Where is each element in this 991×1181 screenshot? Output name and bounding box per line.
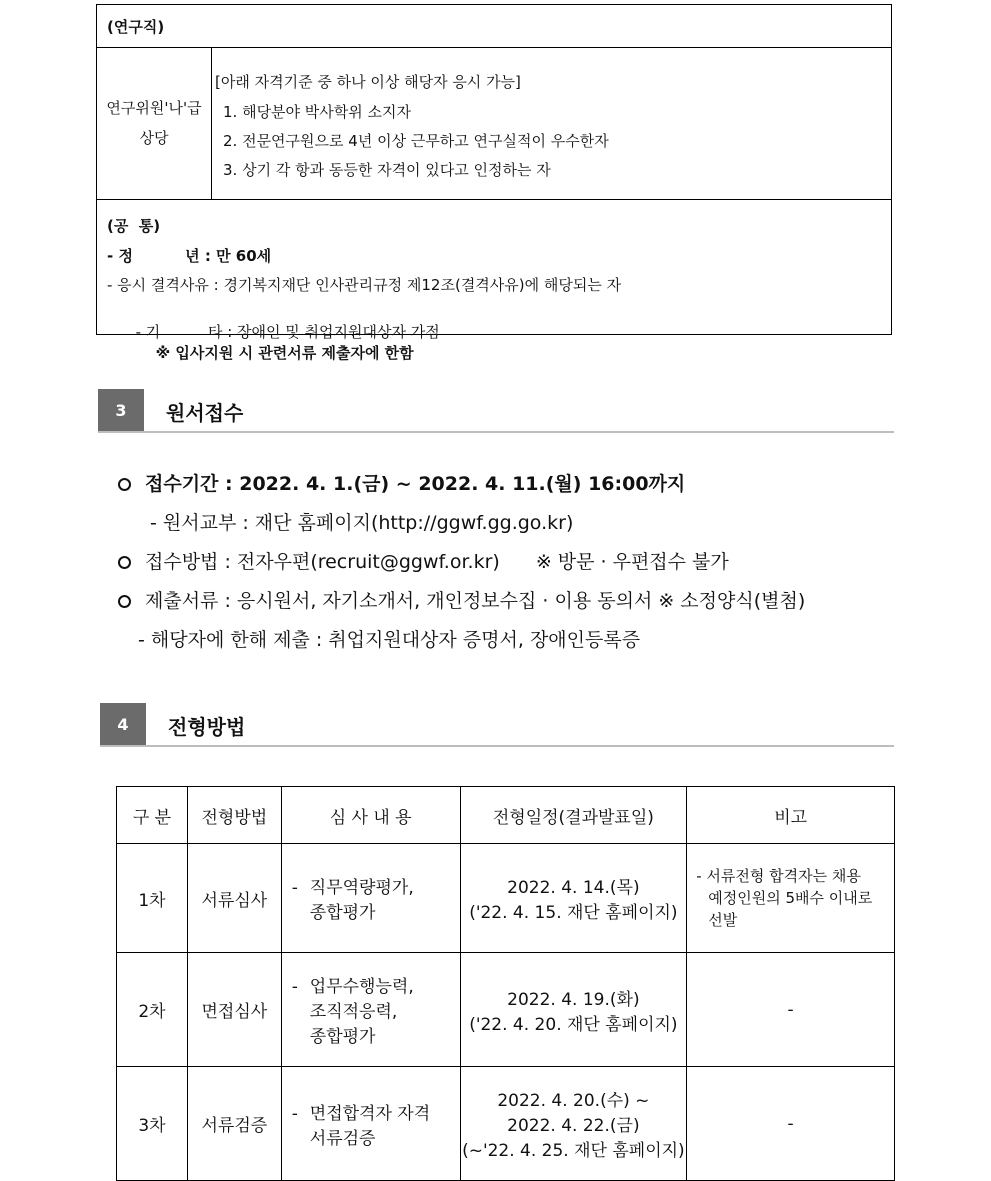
- row1-note-1: - 서류전형 합격자는 채용: [696, 867, 861, 885]
- criteria-title: [아래 자격기준 중 하나 이상 해당자 응시 가능]: [215, 73, 521, 91]
- table-row: [117, 953, 895, 1067]
- common-etc: [107, 303, 440, 381]
- section3-title: 원서접수: [166, 401, 244, 425]
- row1-note-2: 예정인원의 5배수 이내로: [708, 889, 873, 907]
- section4-divider: [100, 745, 894, 747]
- row2-content-1: 업무수행능력,: [309, 977, 414, 997]
- header-content: 심 사 내 용: [281, 787, 460, 844]
- common-requirements: [97, 199, 891, 362]
- method-text: 접수방법 : 전자우편(recruit@ggwf.or.kr): [145, 551, 500, 573]
- section4-title: 전형방법: [168, 715, 246, 739]
- table-header-row: [117, 787, 895, 844]
- row3-method: 서류검증: [187, 1067, 281, 1181]
- qualification-criteria-row: [97, 47, 891, 200]
- position-line2: 상당: [139, 129, 169, 147]
- section4-number: 4: [100, 703, 146, 745]
- row1-schedule-announce: ('22. 4. 15. 재단 홈페이지): [469, 903, 678, 923]
- header-stage: 구 분: [117, 787, 188, 844]
- row2-content: - 업무수행능력, 조직적응력, 종합평가: [281, 953, 460, 1067]
- common-etc-text: - 기 타 : 장애인 및 취업지원대상자 가점: [135, 323, 440, 341]
- row1-schedule-date: 2022. 4. 14.(목): [507, 878, 640, 898]
- row1-stage: 1차: [117, 844, 188, 953]
- row3-schedule-start: 2022. 4. 20.(수) ~: [497, 1091, 650, 1111]
- row1-content-1: 직무역량평가,: [309, 878, 414, 898]
- qualification-header-row: [97, 5, 891, 48]
- form-line: - 원서교부 : 재단 홈페이지(http://ggwf.gg.go.kr): [150, 512, 574, 534]
- period-line: [118, 469, 685, 496]
- row1-note-3: 선발: [708, 911, 738, 929]
- criteria-item-1: 1. 해당분야 박사학위 소지자: [223, 103, 412, 121]
- method-note: ※ 방문 · 우편접수 불가: [535, 551, 729, 573]
- criteria-item-3: 3. 상기 각 항과 동등한 자격이 있다고 인정하는 자: [223, 161, 551, 179]
- section3-number: 3: [98, 389, 144, 431]
- row2-method: 면접심사: [187, 953, 281, 1067]
- row1-schedule: [460, 844, 687, 953]
- row2-schedule-announce: ('22. 4. 20. 재단 홈페이지): [469, 1014, 678, 1035]
- row3-content-2: 서류검증: [309, 1128, 376, 1149]
- row3-schedule-announce: (~'22. 4. 25. 재단 홈페이지): [462, 1141, 685, 1161]
- section3-divider: [98, 431, 894, 433]
- row2-content-2: 조직적응력,: [309, 1002, 398, 1022]
- row3-content: - 면접합격자 자격 서류검증: [281, 1067, 460, 1181]
- row3-content-1: 면접합격자 자격: [309, 1103, 431, 1124]
- row3-schedule: [460, 1067, 687, 1181]
- table-row: [117, 844, 895, 953]
- circle-bullet-icon: [118, 595, 131, 608]
- common-disqualification: - 응시 결격사유 : 경기복지재단 인사관리규정 제12조(결격사유)에 해당되는 자: [107, 276, 622, 294]
- common-title: (공 통): [107, 217, 161, 235]
- method-line: [118, 547, 729, 574]
- docs-text: 제출서류 : 응시원서, 자기소개서, 개인정보수집 · 이용 동의서 ※ 소정양식(별첨): [145, 590, 806, 612]
- row1-method: 서류심사: [187, 844, 281, 953]
- circle-bullet-icon: [118, 556, 131, 569]
- criteria-item-2: 2. 전문연구원으로 4년 이상 근무하고 연구실적이 우수한자: [223, 132, 609, 150]
- row1-content-2: 종합평가: [309, 903, 376, 923]
- row3-note: -: [687, 1067, 895, 1181]
- row2-schedule-date: 2022. 4. 19.(화): [507, 989, 640, 1010]
- header-method: 전형방법: [187, 787, 281, 844]
- common-etc-note: ※ 입사지원 시 관련서류 제출자에 한함: [155, 344, 414, 362]
- header-schedule: 전형일정(결과발표일): [460, 787, 687, 844]
- docs-line: [118, 586, 805, 613]
- row2-stage: 2차: [117, 953, 188, 1067]
- header-note: 비고: [687, 787, 895, 844]
- docs-sub-line: - 해당자에 한해 제출 : 취업지원대상자 증명서, 장애인등록증: [138, 629, 641, 651]
- row2-note: -: [687, 953, 895, 1067]
- table-row: [117, 1067, 895, 1181]
- qualification-header: (연구직): [107, 18, 165, 36]
- period-text: 접수기간 : 2022. 4. 1.(금) ~ 2022. 4. 11.(월) 16:00까지: [145, 473, 686, 495]
- row3-schedule-end: 2022. 4. 22.(금): [507, 1116, 640, 1136]
- selection-table: [116, 786, 895, 1181]
- row2-schedule: [460, 953, 687, 1067]
- row2-content-3: 종합평가: [309, 1027, 376, 1047]
- row1-note: [687, 844, 895, 953]
- common-age: - 정 년 : 만 60세: [107, 247, 272, 265]
- circle-bullet-icon: [118, 478, 131, 491]
- position-cell: [97, 47, 212, 199]
- qualification-box: [96, 4, 892, 362]
- position-line1: 연구위원'나'급: [106, 99, 202, 117]
- row3-stage: 3차: [117, 1067, 188, 1181]
- row1-content: - 직무역량평가, 종합평가: [281, 844, 460, 953]
